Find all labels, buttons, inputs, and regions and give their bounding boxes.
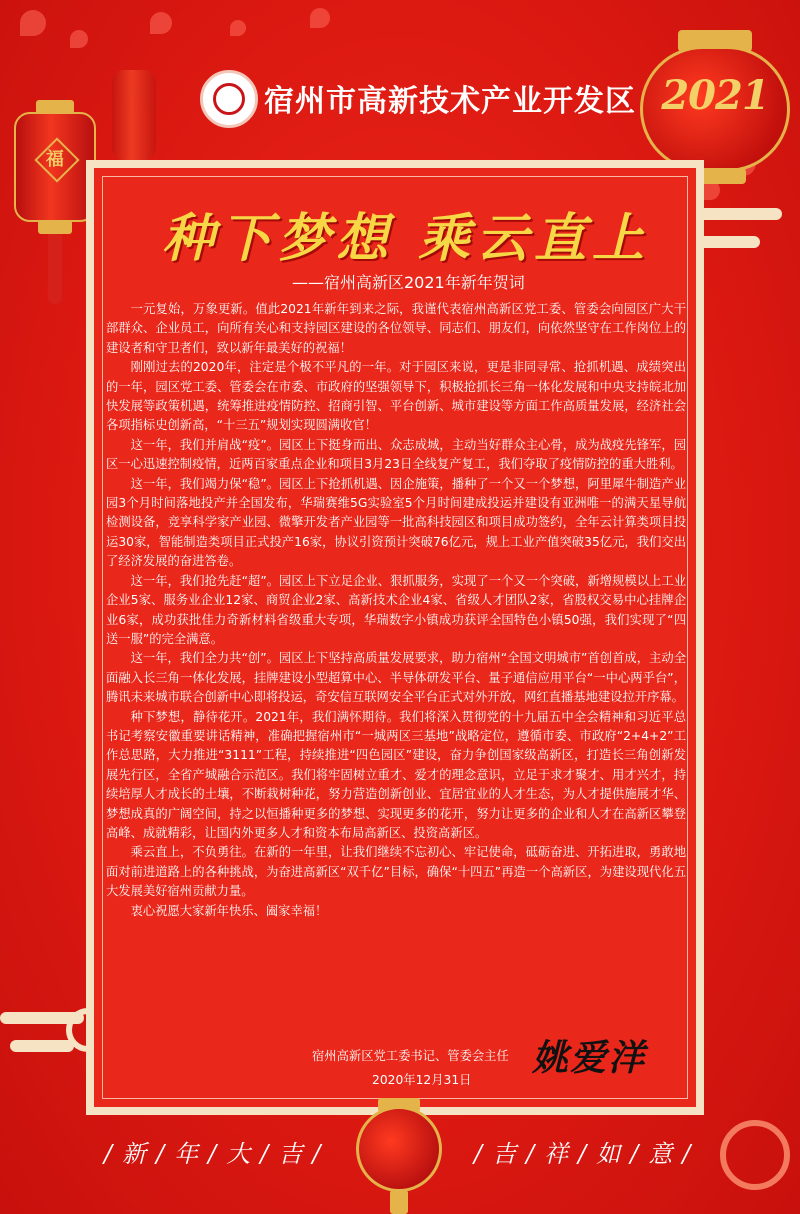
lantern-tassel — [48, 234, 62, 304]
headline: 种下梦想 乘云直上 — [161, 208, 651, 269]
subtitle: ——宿州高新区2021年新年贺词 — [292, 273, 525, 292]
org-name: 宿州市高新技术产业开发区 — [264, 84, 636, 119]
paragraph: 乘云直上，不负勇往。在新的一年里，让我们继续不忘初心、牢记使命，砥砺奋进、开拓进取，勇敢地面对前进道路上的各种挑战，为奋进高新区“双千亿”目标，确保“十四五”再造一个高新区，为建设现代化五大发展美好宿州贡献力量。 — [106, 845, 686, 899]
paragraph: 一元复始，万象更新。值此2021年新年到来之际，我谨代表宿州高新区党工委、管委会向园区广大干部群众、企业员工，向所有关心和支持园区建设的各位领导、同志们、朋友们，向依然坚守在工作岗位上的建设者和守卫者们，致以新年最美好的祝福！ — [106, 302, 686, 355]
cloud-swirl — [720, 1120, 790, 1190]
paragraph: 衷心祝愿大家新年快乐、阖家幸福！ — [130, 903, 328, 918]
fu-character: 福 — [45, 148, 64, 170]
small-lantern-decoration — [112, 70, 156, 160]
blossom-petal — [150, 12, 172, 34]
signer-title: 宿州高新区党工委书记、管委会主任 — [312, 1049, 509, 1063]
letter-date: 2020年12月31日 — [372, 1073, 472, 1087]
paragraph: 这一年，我们抢先赶“超”。园区上下立足企业、狠抓服务，实现了一个又一个突破，新增规模以上工业企业5家、服务业企业12家、商贸企业2家、高新技术企业4家、省级人才团队2家，省股权交易中心挂牌企业6家，成功获批佳力奇新材料省级重大专项，华瑞数字小镇成功获评全国特色小镇50强，我们实现了“四送一服”的完全满意。 — [106, 573, 686, 646]
right-slogan: /吉/祥/如/意/ — [474, 1140, 701, 1168]
cloud-ribbon — [10, 1040, 74, 1052]
lantern-bottom — [38, 220, 72, 234]
blossom-petal — [230, 20, 246, 36]
letter-body — [106, 300, 686, 921]
left-slogan: /新/年/大/吉/ — [104, 1140, 331, 1168]
bottom-lantern — [356, 1106, 442, 1192]
left-lantern — [14, 100, 96, 220]
blossom-petal — [20, 10, 46, 36]
paragraph: 这一年，我们全力共“创”。园区上下坚持高质量发展要求，助力宿州“全国文明城市”首创首成，主动全面融入长三角一体化发展，挂牌建设小型超算中心、半导体研发平台、量子通信应用平台“一中心两乎台”，腾讯未来城市联合创新中心即将投运，奇安信互联网安全平台正式对外开放，网红直播基地建设拉开序幕。 — [106, 651, 686, 705]
paragraph: 种下梦想，静待花开。2021年，我们满怀期待。我们将深入贯彻党的十九届五中全会精神和习近平总书记考察安徽重要讲话精神，准确把握宿州市“一城两区三基地”战略定位，遵循市委、市政府“2+4+2”工作总思路，大力推进“3111”工程，持续推进“四色园区”建设，奋力争创国家级高新区，打造长三角创新发展先行区，全省产城融合示范区。我们将牢固树立重才、爱才的理念意识，立足于求才聚才、用才兴才，持续培厚人才成长的土壤，不断栽树种花，努力营造创新创业、宜居宜业的人才生态，为人才提供施展才华、梦想成真的广阔空间，持之以恒播种更多的梦想、实现更多的花开，努力让更多的企业和人才在高新区攀登高峰、成就精彩，让国内外更多人才和资本布局高新区、投资高新区。 — [106, 709, 686, 840]
paragraph: 刚刚过去的2020年，注定是个极不平凡的一年。对于园区来说，更是非同寻常、抢抓机遇、成绩突出的一年，园区党工委、管委会在市委、市政府的坚强领导下，积极抢抓长三角一体化发展和中央支持皖北加快发展等政策机遇，统筹推进疫情防控、招商引智、平台创新、城市建设等方面工作高质量发展，经济社会各项指标史创新高，“十三五”规划实现圆满收官！ — [106, 360, 686, 433]
paragraph: 这一年，我们并肩战“疫”。园区上下挺身而出、众志成城，主动当好群众主心骨，成为战疫先锋军，园区一心迅速控制疫情，近两百家重点企业和项目3月23日全线复产复工，我们夺取了疫情防控的重大胜利。 — [106, 437, 686, 472]
blossom-petal — [310, 8, 330, 28]
bottom-lantern-tassel — [390, 1190, 408, 1214]
year-badge: 2021 — [661, 72, 769, 119]
handwritten-signature: 姚爱洋 — [532, 1037, 647, 1079]
paragraph: 这一年，我们竭力保“稳”。园区上下抢抓机遇、因企施策，播种了一个又一个梦想，阿里犀牛制造产业园3个月时间落地投产并全国发布，华瑞赛维5G实验室5个月时间建成投运并建设有亚洲唯一的满天星导航检测设备，竞享科学家产业园、微擎开发者产业园等一批高科技园区和项目成功签约，全年云计算类项目投运30家，智能制造类项目正式投产16家，协议引资预计突破76亿元，规上工业产值突破35亿元，我们交出了经济发展的奋进答卷。 — [106, 476, 686, 569]
org-logo — [200, 70, 258, 128]
blossom-petal — [70, 30, 88, 48]
